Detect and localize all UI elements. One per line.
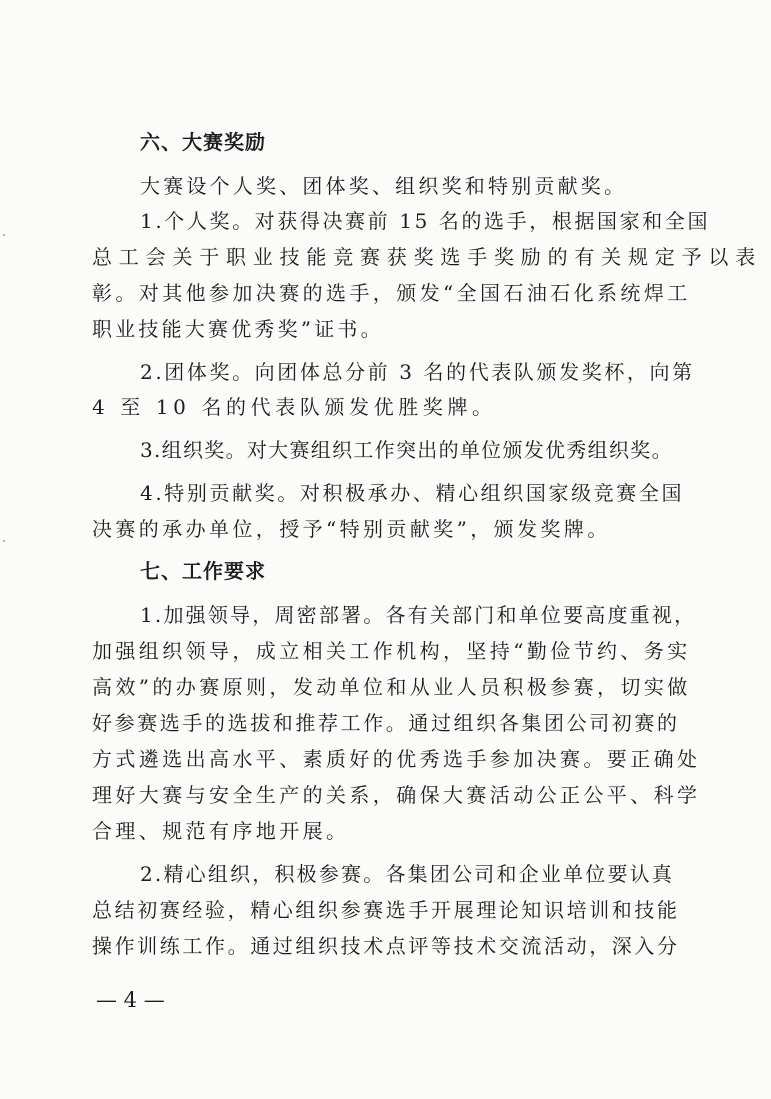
paragraph-line: 彰。对其他参加决赛的选手，颁发“全国石油石化系统焊工 [92, 281, 691, 305]
paragraph-line: 大赛设个人奖、团体奖、组织奖和特别贡献奖。 [140, 174, 628, 198]
paragraph-line: 1.个人奖。对获得决赛前 15 名的选手，根据国家和全国 [140, 209, 711, 233]
section-heading-awards: 六、大赛奖励 [140, 130, 266, 154]
page-number: — 4 — [96, 988, 165, 1012]
paragraph-line: 合理、规范有序地开展。 [92, 819, 350, 843]
paragraph-line: 方式遴选出高水平、素质好的优秀选手参加决赛。要正确处 [92, 747, 701, 771]
paragraph-line: 好参赛选手的选拔和推荐工作。通过组织各集团公司初赛的 [92, 711, 680, 735]
paragraph-line: 总工会关于职业技能竞赛获奖选手奖励的有关规定予以表 [92, 245, 762, 269]
section-heading-requirements: 七、工作要求 [140, 559, 266, 583]
paragraph-line: 2.团体奖。向团体总分前 3 名的代表队颁发奖杯，向第 [140, 360, 695, 384]
paragraph-line: 2.精心组织，积极参赛。各集团公司和企业单位要认真 [140, 862, 675, 886]
paragraph-line: 4.特别贡献奖。对积极承办、精心组织国家级竞赛全国 [140, 481, 685, 505]
paragraph-line: 决赛的承办单位，授予“特别贡献奖”，颁发奖牌。 [92, 517, 611, 541]
paragraph-line: 总结初赛经验，精心组织参赛选手开展理论知识培训和技能 [92, 898, 680, 922]
paragraph-line: 4 至 10 名的代表队颁发优胜奖牌。 [92, 395, 497, 419]
paragraph-line: 3.组织奖。对大赛组织工作突出的单位颁发优秀组织奖。 [140, 438, 673, 462]
paragraph-line: 职业技能大赛优秀奖”证书。 [92, 317, 384, 341]
paragraph-line: 加强组织领导，成立相关工作机构，坚持“勤俭节约、务实 [92, 639, 691, 663]
paragraph-line: 理好大赛与安全生产的关系，确保大赛活动公正公平、科学 [92, 783, 701, 807]
paragraph-line: 操作训练工作。通过组织技术点评等技术交流活动，深入分 [92, 934, 680, 958]
scan-speck [3, 234, 5, 236]
paragraph-line: 高效”的办赛原则，发动单位和从业人员积极参赛，切实做 [92, 675, 691, 699]
paragraph-line: 1.加强领导，周密部署。各有关部门和单位要高度重视， [140, 603, 697, 627]
scan-speck [3, 540, 5, 542]
